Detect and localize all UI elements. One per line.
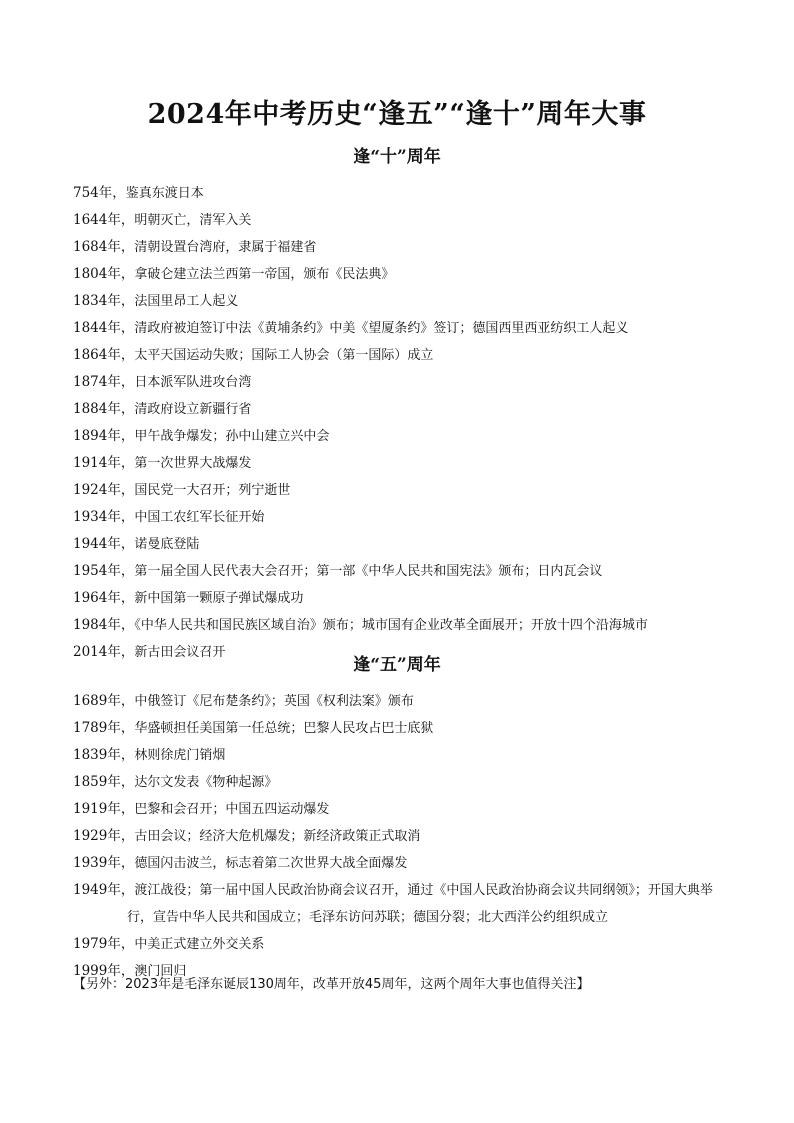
event-text: 清朝设置台湾府，隶属于福建省 bbox=[134, 240, 317, 255]
event-text: 澳门回归 bbox=[134, 964, 187, 979]
event-item bbox=[73, 850, 733, 877]
event-year: 1789年， bbox=[73, 720, 135, 736]
event-text: 达尔文发表《物种起源》 bbox=[134, 775, 278, 790]
event-item bbox=[73, 796, 733, 823]
event-text: 太平天国运动失败；国际工人协会（第一国际）成立 bbox=[134, 348, 434, 363]
event-year: 1984年， bbox=[73, 617, 135, 633]
event-text: 清政府被迫签订中法《黄埔条约》中美《望厦条约》签订；德国西里西亚纺织工人起义 bbox=[134, 321, 629, 336]
event-item bbox=[73, 688, 733, 715]
event-year: 1939年， bbox=[73, 855, 135, 871]
event-year: 1844年， bbox=[73, 320, 135, 336]
event-year: 1919年， bbox=[73, 801, 135, 817]
event-item bbox=[73, 180, 733, 207]
event-text: 古田会议；经济大危机爆发；新经济政策正式取消 bbox=[134, 829, 421, 844]
event-year: 1834年， bbox=[73, 293, 135, 309]
event-text: 鉴真东渡日本 bbox=[125, 186, 204, 201]
event-text: 日本派军队进攻台湾 bbox=[134, 375, 252, 390]
event-year: 2014年， bbox=[73, 644, 135, 660]
event-text: 中国工农红军长征开始 bbox=[134, 510, 265, 525]
event-year: 1874年， bbox=[73, 374, 135, 390]
event-text: 法国里昂工人起义 bbox=[134, 294, 239, 309]
section-heading-five: 逢“五”周年 bbox=[353, 655, 441, 675]
event-year: 1839年， bbox=[73, 747, 135, 763]
event-item bbox=[73, 396, 733, 423]
event-list-ten bbox=[73, 180, 733, 666]
event-text: 巴黎和会召开；中国五四运动爆发 bbox=[134, 802, 330, 817]
event-text: 国民党一大召开；列宁逝世 bbox=[134, 483, 291, 498]
event-text: 新中国第一颗原子弹试爆成功 bbox=[134, 591, 304, 606]
event-text: 华盛顿担任美国第一任总统；巴黎人民攻占巴士底狱 bbox=[134, 721, 434, 736]
event-text: 中俄签订《尼布楚条约》；英国《权利法案》颁布 bbox=[134, 694, 414, 709]
event-list-five bbox=[73, 688, 733, 985]
event-text: 林则徐虎门销烟 bbox=[134, 748, 226, 763]
event-year: 1964年， bbox=[73, 590, 135, 606]
event-year: 1924年， bbox=[73, 482, 135, 498]
event-text: 德国闪击波兰，标志着第二次世界大战全面爆发 bbox=[134, 856, 408, 871]
event-item bbox=[73, 423, 733, 450]
event-year: 754年， bbox=[73, 185, 126, 201]
event-text: 渡江战役；第一届中国人民政治协商会议召开，通过《中国人民政治协商会议共同纲领》；开国大典举行，宣告中华人民共和国成立；毛泽东访问苏联；德国分裂；北大西洋公约组织成立 bbox=[127, 883, 713, 925]
event-text: 拿破仑建立法兰西第一帝国，颁布《民法典》 bbox=[134, 267, 395, 282]
event-year: 1934年， bbox=[73, 509, 135, 525]
event-item bbox=[73, 715, 733, 742]
event-text: 中美正式建立外交关系 bbox=[134, 937, 265, 952]
event-item bbox=[73, 450, 733, 477]
event-year: 1644年， bbox=[73, 212, 135, 228]
event-year: 1884年， bbox=[73, 401, 135, 417]
event-item bbox=[73, 261, 733, 288]
event-year: 1949年， bbox=[73, 882, 135, 898]
event-text: 甲午战争爆发；孙中山建立兴中会 bbox=[134, 429, 330, 444]
event-item bbox=[73, 769, 733, 796]
event-year: 1894年， bbox=[73, 428, 135, 444]
event-item bbox=[73, 369, 733, 396]
event-text: 第一次世界大战爆发 bbox=[134, 456, 252, 471]
event-item bbox=[73, 877, 733, 931]
event-year: 1864年， bbox=[73, 347, 135, 363]
event-item bbox=[73, 742, 733, 769]
event-item bbox=[73, 612, 733, 639]
event-year: 1929年， bbox=[73, 828, 135, 844]
event-item bbox=[73, 585, 733, 612]
footnote: 【另外：2023年是毛泽东诞辰130周年，改革开放45周年，这两个周年大事也值得关注】 bbox=[73, 977, 590, 992]
event-year: 1804年， bbox=[73, 266, 135, 282]
event-text: 清政府设立新疆行省 bbox=[134, 402, 252, 417]
event-year: 1979年， bbox=[73, 936, 135, 952]
event-year: 1859年， bbox=[73, 774, 135, 790]
event-item bbox=[73, 504, 733, 531]
section-heading-ten: 逢“十”周年 bbox=[353, 147, 441, 167]
page-title: 2024年中考历史“逢五”“逢十”周年大事 bbox=[147, 99, 647, 130]
event-text: 诺曼底登陆 bbox=[134, 537, 200, 552]
event-year: 1954年， bbox=[73, 563, 135, 579]
event-text: 《中华人民共和国民族区域自治》颁布；城市国有企业改革全面展开；开放十四个沿海城市 bbox=[134, 618, 648, 633]
event-year: 1914年， bbox=[73, 455, 135, 471]
event-year: 1944年， bbox=[73, 536, 135, 552]
event-year: 1999年， bbox=[73, 963, 135, 979]
event-item bbox=[73, 823, 733, 850]
event-text: 第一届全国人民代表大会召开；第一部《中华人民共和国宪法》颁布；日内瓦会议 bbox=[134, 564, 603, 579]
event-item bbox=[73, 315, 733, 342]
event-item bbox=[73, 288, 733, 315]
event-item bbox=[73, 234, 733, 261]
event-year: 1689年， bbox=[73, 693, 135, 709]
event-item bbox=[73, 531, 733, 558]
event-item bbox=[73, 207, 733, 234]
event-item bbox=[73, 477, 733, 504]
event-year: 1684年， bbox=[73, 239, 135, 255]
event-text: 明朝灭亡，清军入关 bbox=[134, 213, 252, 228]
event-item bbox=[73, 342, 733, 369]
event-text: 新古田会议召开 bbox=[134, 645, 226, 660]
event-item bbox=[73, 931, 733, 958]
event-item bbox=[73, 558, 733, 585]
